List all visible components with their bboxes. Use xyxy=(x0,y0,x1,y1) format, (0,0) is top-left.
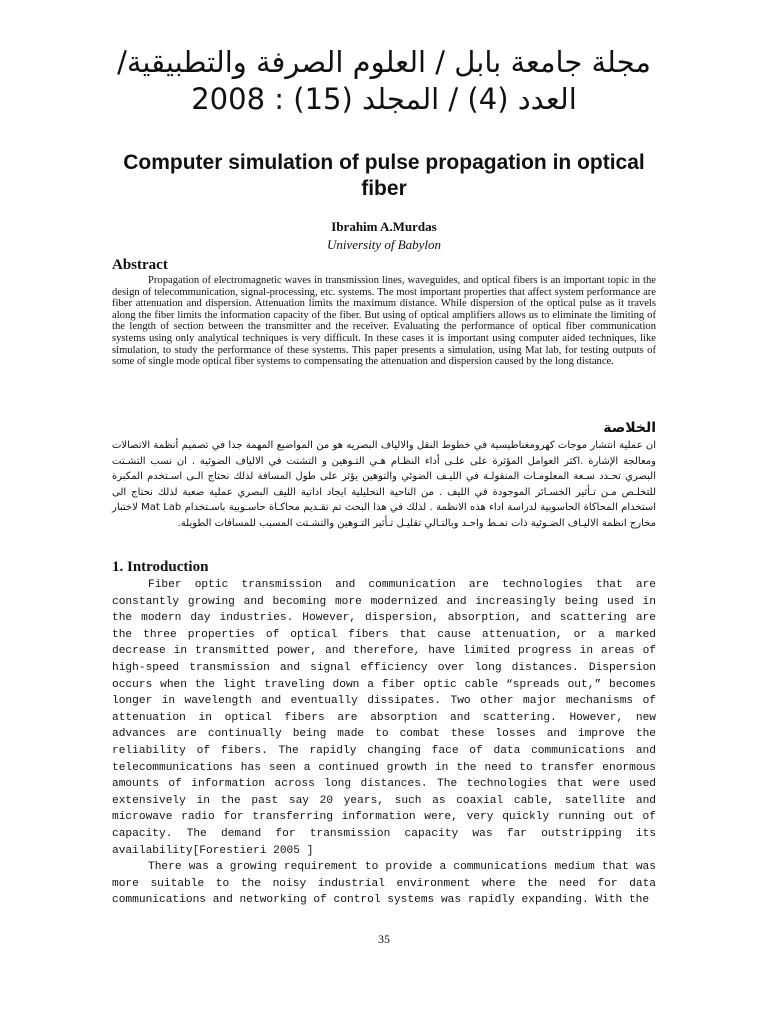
abstract-text: Propagation of electromagnetic waves in transmission lines, waveguides, and optical fibers is an important topic in the design of telecommunication, signal-processing, etc. systems. The most important properties that affect system performance are fiber attenuation and dispersion. Attenuation limits the maximum distance. While dispersion of the optical pulse as it travels along the fiber limits the information capacity of the fiber. But using of optical amplifiers allows us to eliminate the limiting of the length of section between the transmitter and the receiver. Evaluating the performance of optical fiber communication systems using only analytical techniques is very difficult. In these cases it is important using computer aided techniques, like simulation, to study the performance of these systems. This paper presents a simulation, using Mat lab, for testing outputs of some of single mode optical fiber systems to compensating the attenuation and dispersion caused by the long distance. xyxy=(112,275,656,368)
journal-title: مجلة جامعة بابل / العلوم الصرفة والتطبيقية/ العدد (4) / المجلد (15) : 2008 xyxy=(117,45,651,116)
introduction-paragraph: Fiber optic transmission and communication are technologies that are constantly growing and becoming more modernized and increasingly being used in the modern day industries. However, dispersion, absorption, and scattering are the three properties of optical fibers that cause attenuation, or a marked decrease in transmitted power, and therefore, have limited progress in areas of high-speed transmission and signal efficiency over long distances. Dispersion occurs when the light traveling down a fiber optic cable “spreads out,” becomes longer in wavelength and eventually dissipates. Two other major mechanisms of attenuation in optical fibers are absorption and scattering. However, new advances are continually being made to combat these losses and improve the reliability of fibers. The rapidly changing face of data communications and telecommunications has seen a continued growth in the need to transfer enormous amounts of information across long distances. The technologies that were used extensively in the past say 20 years, such as coaxial cable, satellite and microwave radio for transferring information were, very quickly running out of capacity. The demand for transmission capacity was far outstripping its availability[Forestieri 2005 ] xyxy=(112,579,656,857)
introduction-paragraph: There was a growing requirement to provide a communications medium that was more suitable to the noisy industrial environment where the need for data communications and networking of control systems was rapidly expanding. With the xyxy=(112,861,656,907)
abstract-heading: Abstract xyxy=(112,257,168,273)
page-number: 35 xyxy=(378,932,390,946)
introduction-body xyxy=(112,577,656,909)
arabic-abstract-text: ان عملية انتشار موجات كهرومغناطيسية في خطوط النقل والالياف البصريه هو من المواضيع المهمة جدا في تصميم أنظمة الاتصالات ومعالجة الإشارة .اكثر العوامل المؤثرة على علـى أداء النظـام هـي التـوهين و التشتت في الالياف الضوئية . ان نسب التشـتت البصري تحـدد سـعة المعلومـات المنقولـة في الليـف الضوئي والتوهين يؤثر على طول المسافة لذلك نحتاج الـى اسـتخدم المكبرة للتخلـص مـن تـأثير الخسـائر الموجودة في الليف . من الناحية التحليلية ايجاد اداتية الليف البصري عملية صعبة لذلك نحتاج الى استخدام المحاكاة الحاسوبية لدراسة اداء هذه الانظمة . لذلك في هذا البحث تم تقـديم محاكـاة حاسـوبية باسـتخدام Mat Lab لاختبار مخارج انظمة الاليـاف الضـوئية ذات نمـط واحـد وبالتـالي تقليـل تـأثير التـوهين والتشـتت المسبب للمسافات الطويلة. xyxy=(112,440,656,529)
paper-title: Computer simulation of pulse propagation in optical fiber xyxy=(123,151,645,200)
author-affiliation: University of Babylon xyxy=(326,237,442,252)
introduction-heading: 1. Introduction xyxy=(112,559,209,575)
arabic-abstract-heading: الخلاصة xyxy=(603,420,656,436)
author-name: Ibrahim A.Murdas xyxy=(331,219,437,234)
